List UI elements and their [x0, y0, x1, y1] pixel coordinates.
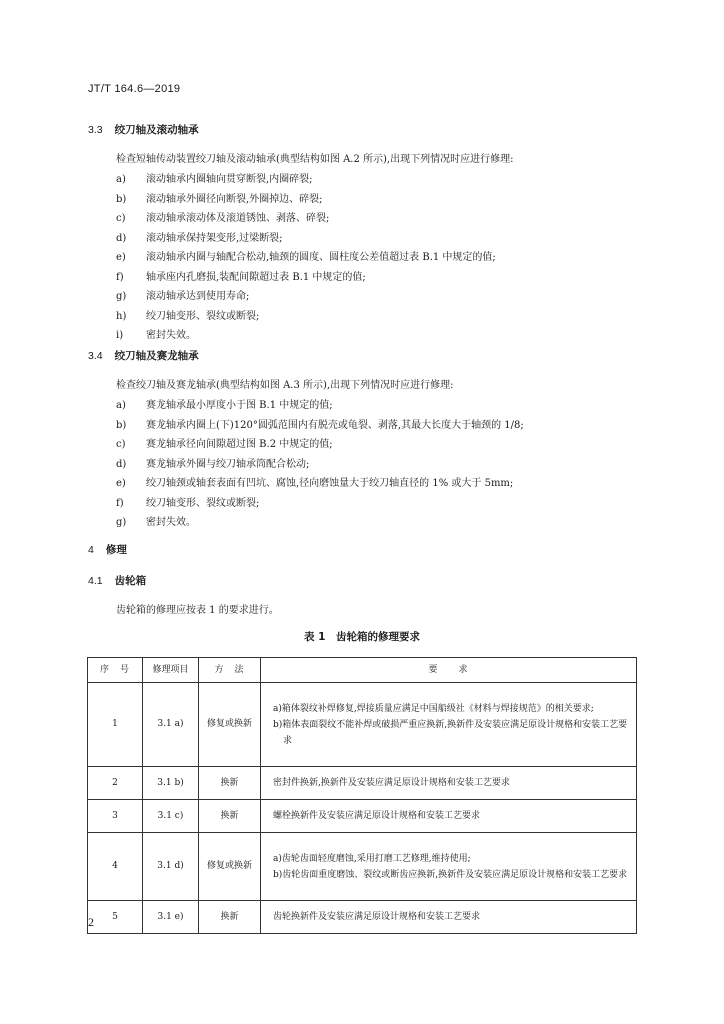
table-row: [88, 833, 637, 901]
method-cell: 换新: [199, 901, 261, 934]
repair-item-cell: 3.1 a): [143, 683, 199, 767]
list-item: [116, 460, 524, 480]
method-cell: 换新: [199, 800, 261, 833]
list-item-label: f): [116, 497, 124, 509]
row-number-cell: 4: [88, 833, 143, 901]
list-item-label: a): [116, 174, 126, 185]
header-cell: 要 求: [261, 658, 637, 683]
table-caption: 表 1 齿轮箱的修理要求: [304, 631, 420, 643]
section-4-heading: [88, 545, 127, 556]
list-item-label: c): [116, 439, 126, 450]
requirements-cell: [261, 767, 637, 800]
list-item: [116, 518, 524, 538]
table-header-row: [88, 658, 637, 683]
requirements-cell: [261, 901, 637, 934]
table-row: [88, 683, 637, 767]
requirements-cell: [261, 800, 637, 833]
list-item-text: 赛龙轴承外圈与绞刀轴承筒配合松动;: [146, 458, 310, 470]
section-number: 4.1: [88, 575, 103, 587]
list-item: [116, 234, 496, 254]
header-cell: 方 法: [199, 658, 261, 683]
row-number-cell: 3: [88, 800, 143, 833]
list-item-label: b): [116, 193, 127, 205]
section-3-3-intro: 检查短轴传动装置绞刀轴及滚动轴承(典型结构如图 A.2 所示),出现下列情况时应进行修理:: [116, 154, 514, 165]
list-item-text: 赛龙轴承最小厚度小于图 B.1 中规定的值;: [146, 400, 333, 411]
list-item-text: 轴承座内孔磨损,装配间隙超过表 B.1 中规定的值;: [146, 271, 366, 283]
section-3-4-intro: 检查绞刀轴及赛龙轴承(典型结构如图 A.3 所示),出现下列情况时应进行修理:: [116, 380, 454, 391]
list-item: [116, 499, 524, 519]
requirement-text: b)齿轮齿面重度磨蚀、裂纹或断齿应换新,换新件及安装应满足原设计规格和安装工艺要求: [273, 869, 628, 880]
list-item-label: g): [116, 517, 127, 528]
section-title: 齿轮箱: [114, 575, 147, 587]
requirement-text: 密封件换新,换新件及安装应满足原设计规格和安装工艺要求: [273, 778, 510, 788]
list-item: [116, 421, 524, 441]
list-item: [116, 440, 524, 460]
repair-requirements-table: [87, 657, 637, 934]
list-item-label: a): [116, 400, 126, 411]
section-3-4-list: [116, 401, 524, 538]
list-item-text: 滚动轴承滚动体及滚道锈蚀、剥落、碎裂;: [146, 213, 330, 224]
section-number: 3.3: [88, 124, 103, 136]
list-item-label: e): [116, 478, 126, 489]
row-number-cell: 1: [88, 683, 143, 767]
list-item-text: 密封失效。: [146, 517, 196, 528]
table-row: [88, 901, 637, 934]
list-item-text: 赛龙轴承内圈上(下)120°圆弧范围内有脱壳或龟裂、剥落,其最大长度大于轴颈的 1/8;: [146, 419, 524, 431]
header-cell: 序 号: [88, 658, 143, 683]
table-row: [88, 800, 637, 833]
list-item: [116, 195, 496, 215]
repair-item-cell: 3.1 d): [143, 833, 199, 901]
list-item-text: 滚动轴承内圈轴向贯穿断裂,内圈碎裂;: [146, 174, 313, 185]
section-title: 绞刀轴及滚动轴承: [114, 124, 199, 136]
list-item-text: 滚动轴承保持架变形,过梁断裂;: [146, 232, 283, 244]
section-title: 修理: [105, 544, 127, 556]
list-item-text: 密封失效。: [146, 330, 196, 341]
list-item-label: d): [116, 232, 127, 244]
requirements-cell: [261, 683, 637, 767]
section-3-3-list: [116, 175, 496, 351]
section-number: 3.4: [88, 350, 103, 362]
requirement-text: a)箱体裂纹补焊修复,焊接质量应满足中国船级社《材料与焊接规范》的相关要求;: [273, 703, 594, 714]
list-item-text: 绞刀轴变形、裂纹或断裂;: [146, 497, 260, 509]
section-3-4-heading: [88, 351, 199, 362]
list-item-label: d): [116, 458, 127, 470]
list-item-text: 滚动轴承外圈径向断裂,外圈掉边、碎裂;: [146, 193, 323, 205]
section-title: 绞刀轴及赛龙轴承: [114, 350, 199, 362]
requirement-text: 螺栓换新件及安装应满足原设计规格和安装工艺要求: [273, 811, 481, 821]
method-cell: 修复或换新: [199, 833, 261, 901]
list-item-label: c): [116, 213, 126, 224]
list-item-text: 滚动轴承达到使用寿命;: [146, 291, 250, 302]
list-item-label: i): [116, 330, 124, 341]
section-3-3-heading: [88, 125, 199, 136]
row-number-cell: 2: [88, 767, 143, 800]
list-item-text: 绞刀轴颈或轴套表面有凹坑、腐蚀,径向磨蚀量大于绞刀轴直径的 1% 或大于 5mm;: [146, 478, 514, 489]
list-item: [116, 292, 496, 312]
list-item: [116, 273, 496, 293]
repair-item-cell: 3.1 b): [143, 767, 199, 800]
list-item: [116, 175, 496, 195]
method-cell: 换新: [199, 767, 261, 800]
list-item-text: 赛龙轴承径向间隙超过图 B.2 中规定的值;: [146, 439, 333, 450]
section-number: 4: [88, 544, 94, 556]
document-code: JT/T 164.6—2019: [88, 83, 181, 95]
requirement-text: b)箱体表面裂纹不能补焊或破损严重应换新,换新件及安装应满足原设计规格和安装工艺要求: [273, 719, 628, 746]
list-item-text: 绞刀轴变形、裂纹或断裂;: [146, 310, 260, 322]
requirements-cell: [261, 833, 637, 901]
list-item: [116, 401, 524, 421]
requirement-text: 齿轮换新件及安装应满足原设计规格和安装工艺要求: [273, 912, 481, 922]
requirement-text: a)齿轮齿面轻度磨蚀,采用打磨工艺修理,维持使用;: [273, 853, 471, 864]
section-4-1-intro: 齿轮箱的修理应按表 1 的要求进行。: [116, 605, 279, 616]
list-item-label: b): [116, 419, 127, 431]
list-item-label: e): [116, 252, 126, 263]
list-item-label: f): [116, 271, 124, 283]
repair-item-cell: 3.1 c): [143, 800, 199, 833]
method-cell: 修复或换新: [199, 683, 261, 767]
list-item-text: 滚动轴承内圈与轴配合松动,轴颈的圆度、圆柱度公差值超过表 B.1 中规定的值;: [146, 252, 496, 263]
table-row: [88, 767, 637, 800]
page-number: 2: [88, 915, 94, 929]
list-item: [116, 253, 496, 273]
list-item: [116, 479, 524, 499]
row-number-cell: 5: [88, 901, 143, 934]
list-item: [116, 214, 496, 234]
list-item-label: g): [116, 291, 127, 302]
list-item: [116, 312, 496, 332]
list-item: [116, 331, 496, 351]
repair-item-cell: 3.1 e): [143, 901, 199, 934]
header-cell: 修理项目: [143, 658, 199, 683]
section-4-1-heading: [88, 576, 146, 587]
list-item-label: h): [116, 310, 127, 322]
